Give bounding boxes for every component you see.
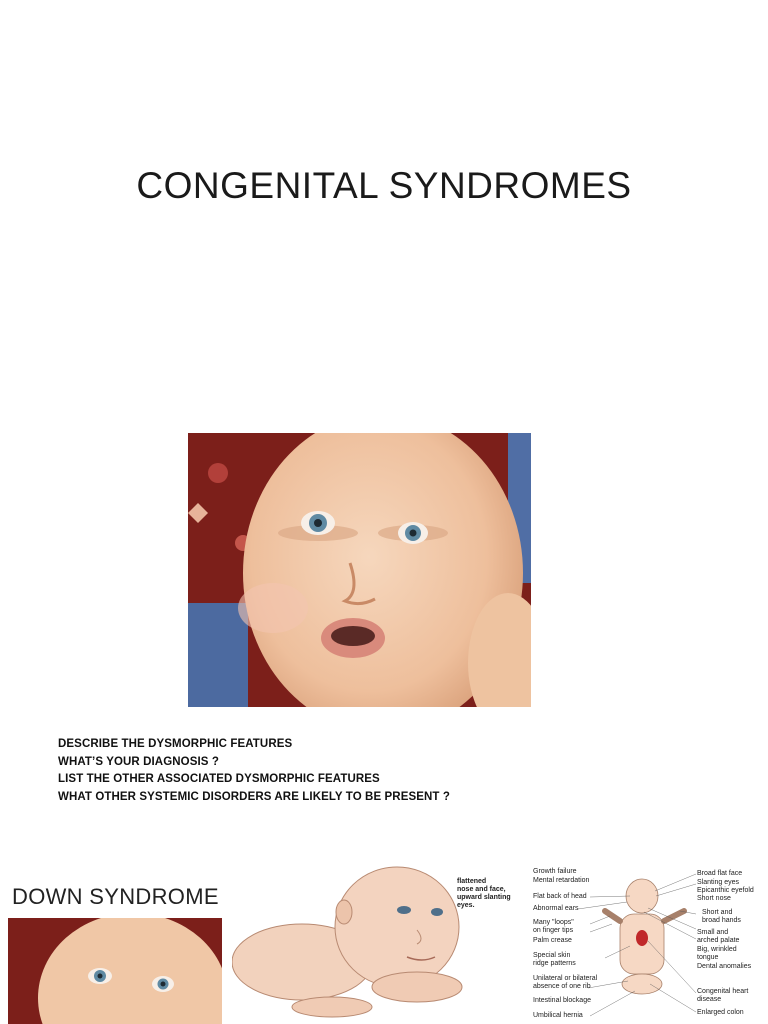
feature-label: Many "loops" <box>533 919 574 926</box>
baby-face-illustration <box>188 433 531 707</box>
baby-sketch-illustration <box>232 862 487 1024</box>
baby-face-illustration <box>8 918 222 1024</box>
feature-label: Growth failure <box>533 868 577 875</box>
feature-label: arched palate <box>697 937 740 944</box>
question-item: WHAT’S YOUR DIAGNOSIS ? <box>58 755 219 768</box>
feature-label: Congenital heart <box>697 988 749 995</box>
feature-label: broad hands <box>702 917 741 924</box>
baby-face-photo-small <box>8 918 222 1024</box>
feature-label: Special skin <box>533 952 571 959</box>
feature-label: Epicanthic eyefold <box>697 887 754 894</box>
feature-label: Abnormal ears <box>533 905 579 912</box>
feature-label: absence of one rib <box>533 983 591 990</box>
question-item: DESCRIBE THE DYSMORPHIC FEATURES <box>58 738 293 750</box>
feature-label: Broad flat face <box>697 870 743 877</box>
feature-label: disease <box>697 996 722 1003</box>
page-title: CONGENITAL SYNDROMES <box>136 165 632 206</box>
feature-label: on finger tips <box>533 927 574 934</box>
down-syndrome-features-diagram <box>530 866 766 1024</box>
feature-label: Palm crease <box>533 937 572 944</box>
baby-lying-drawing <box>232 862 487 1024</box>
question-item: LIST THE OTHER ASSOCIATED DYSMORPHIC FEATURES <box>58 773 380 785</box>
feature-label: Big, wrinkled <box>697 946 737 953</box>
baby-face-photo <box>188 433 531 707</box>
feature-label: ridge patterns <box>533 960 576 967</box>
question-list <box>58 736 450 806</box>
feature-label: Intestinal blockage <box>533 997 591 1004</box>
feature-label: Flat back of head <box>533 893 587 900</box>
feature-label: Short nose <box>697 895 731 902</box>
feature-label: Enlarged colon <box>697 1009 744 1016</box>
feature-label: Unilateral or bilateral <box>533 975 598 982</box>
feature-label: Mental retardation <box>533 877 590 884</box>
feature-label: Dental anomalies <box>697 963 752 970</box>
slide-title: DOWN SYNDROME <box>12 884 219 909</box>
sketch-caption: flattened nose and face, upward slanting eyes. <box>457 878 511 909</box>
feature-label: Small and <box>697 929 729 936</box>
feature-label: Umbilical hernia <box>533 1012 583 1019</box>
feature-label: Slanting eyes <box>697 879 740 886</box>
question-item: WHAT OTHER SYSTEMIC DISORDERS ARE LIKELY TO BE PRESENT ? <box>58 790 450 803</box>
feature-label: Short and <box>702 909 733 916</box>
feature-label: tongue <box>697 954 719 961</box>
